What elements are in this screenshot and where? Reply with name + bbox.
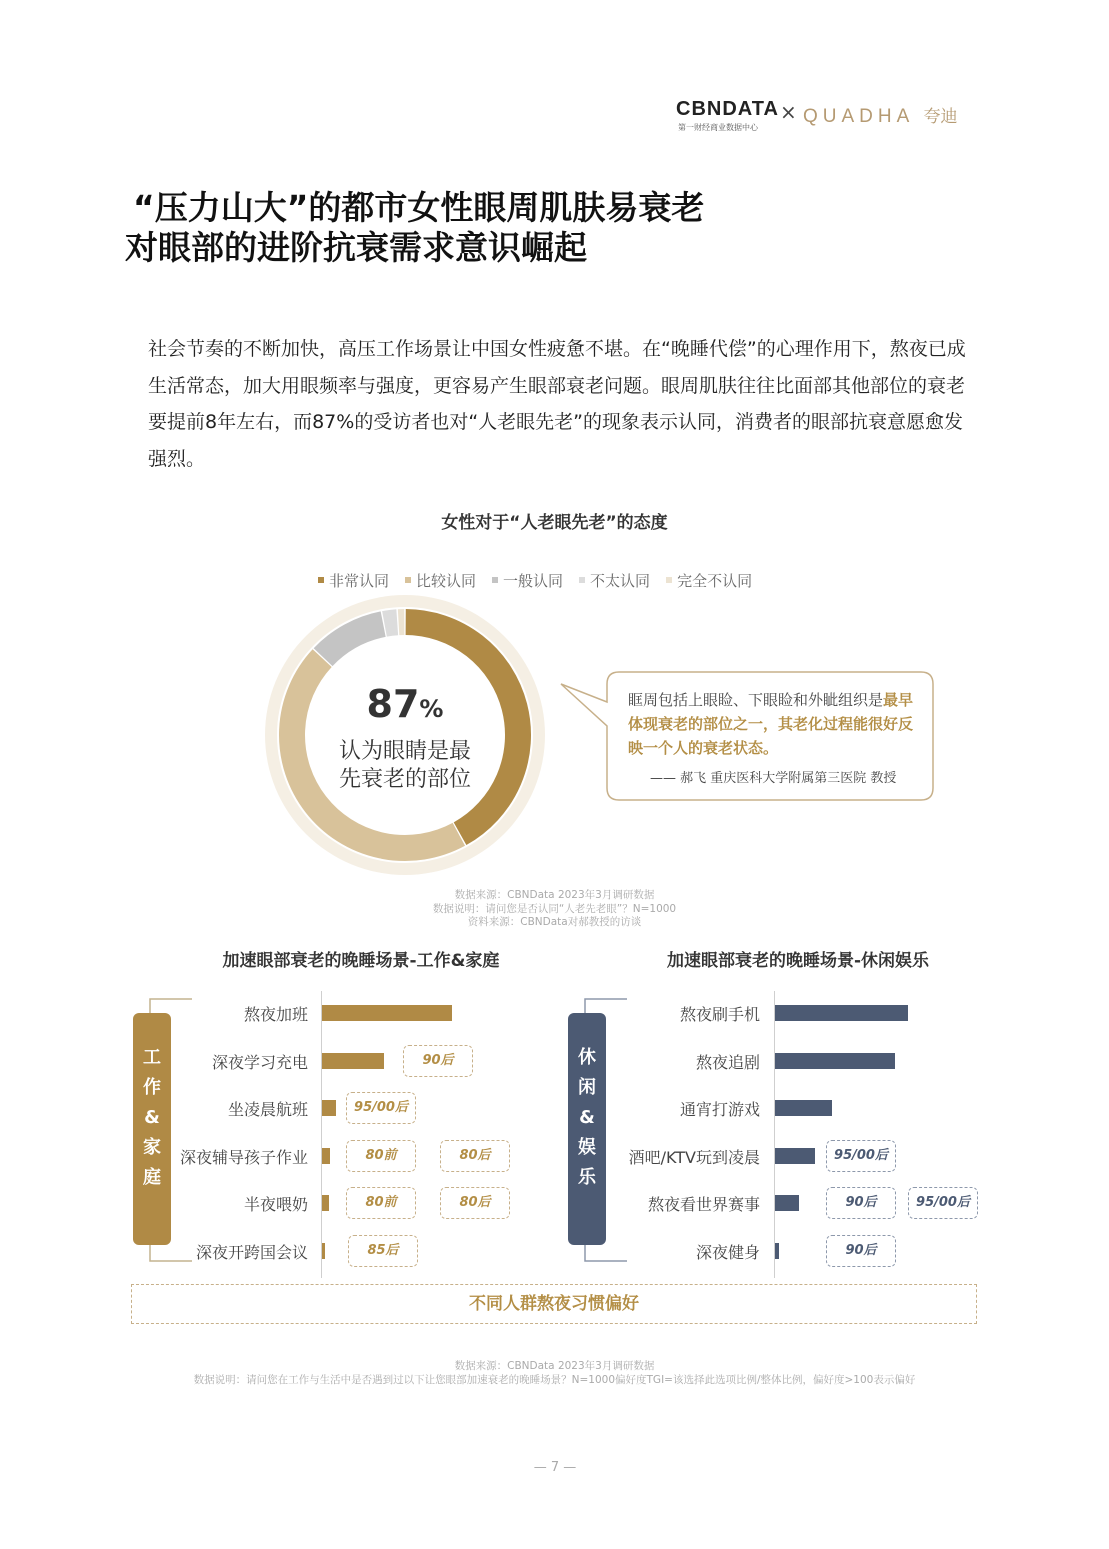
intro-paragraph: 社会节奏的不断加快，高压工作场景让中国女性疲惫不堪。在“晚睡代偿”的心理作用下，熬夜已成生活常态，加大用眼频率与强度，更容易产生眼部衰老问题。眼周肌肤往往比面部其他部位的衰老要提前8年左右，而87%的受访者也对“人老眼先老”的现象表示认同，消费者的眼部抗衰意愿愈发强烈。 xyxy=(148,338,966,470)
right-panel-title: 加速眼部衰老的晚睡场景-休闲娱乐 xyxy=(666,951,930,971)
side-label-char: & xyxy=(144,1107,160,1128)
legend-label: 一般认同 xyxy=(503,572,564,590)
bar-category-label: 半夜喂奶 xyxy=(243,1195,308,1214)
quote-text: 眶周包括上眼睑、下眼睑和外眦组织是最早体现衰老的部位之一，其老化过程能很好反映一个人的衰老状态。 xyxy=(628,691,914,757)
side-label-char: 休 xyxy=(578,1047,596,1068)
bar-category-label: 熬夜刷手机 xyxy=(679,1005,760,1024)
donut-source-line2: 数据说明：请问您是否认同“人老先老眼”？N=1000 xyxy=(432,902,677,915)
bar xyxy=(775,1005,908,1021)
bar xyxy=(322,1053,384,1069)
bar-category-label: 深夜开跨国会议 xyxy=(195,1242,308,1262)
generation-tag: 85后 xyxy=(348,1235,418,1267)
donut-center-label-line1: 认为眼睛是最 xyxy=(338,739,471,764)
bar xyxy=(775,1195,799,1211)
left-panel-title: 加速眼部衰老的晚睡场景-工作&家庭 xyxy=(222,951,500,971)
legend-item xyxy=(405,570,476,591)
bar-category-label: 深夜学习充电 xyxy=(211,1052,308,1072)
bar-category-label: 熬夜看世界赛事 xyxy=(647,1195,760,1214)
quadha-logo: QUADHA 夸迪 xyxy=(803,106,958,127)
bar-category-label: 酒吧/KTV玩到凌晨 xyxy=(628,1147,760,1167)
generation-tag: 90后 xyxy=(826,1187,896,1219)
generation-tag: 90后 xyxy=(403,1045,473,1077)
bar-category-label: 深夜健身 xyxy=(695,1242,760,1262)
bar-category-label: 坐凌晨航班 xyxy=(227,1100,308,1119)
donut-source-line1: 数据来源：CBNData 2023年3月调研数据 xyxy=(454,889,655,901)
quote-signature: —— 郝飞 重庆医科大学附属第三医院 教授 xyxy=(650,771,897,786)
donut-slice xyxy=(384,622,397,624)
side-label-char: 闲 xyxy=(578,1077,596,1098)
donut-center-label-line2: 先衰老的部位 xyxy=(338,767,471,792)
legend-item xyxy=(318,570,389,591)
donut-source xyxy=(0,889,1109,930)
legend-swatch xyxy=(492,577,498,583)
donut-chart xyxy=(265,595,545,875)
legend-label: 非常认同 xyxy=(329,572,390,590)
bottom-source-line1: 数据来源：CBNData 2023年3月调研数据 xyxy=(454,1360,655,1372)
cbndata-logo-subtitle: 第一财经商业数据中心 xyxy=(678,123,758,132)
legend-label: 比较认同 xyxy=(416,572,477,590)
logo-separator: × xyxy=(780,100,797,124)
donut-chart-title: 女性对于“人老眼先老”的态度 xyxy=(441,513,668,533)
generation-tag: 95/00后 xyxy=(826,1140,896,1172)
bar-category-label: 通宵打游戏 xyxy=(679,1100,760,1119)
donut-legend xyxy=(318,570,768,591)
generation-tag: 80后 xyxy=(440,1140,510,1172)
generation-tag: 90后 xyxy=(826,1235,896,1267)
generation-tag: 95/00后 xyxy=(346,1092,416,1124)
legend-item xyxy=(666,570,752,591)
bar-category-label: 深夜辅导孩子作业 xyxy=(179,1147,308,1167)
page-title xyxy=(125,188,704,268)
generation-tag: 80前 xyxy=(346,1187,416,1219)
side-label-char: 家 xyxy=(143,1137,161,1158)
legend-swatch xyxy=(579,577,585,583)
generation-tag: 95/00后 xyxy=(908,1187,978,1219)
legend-swatch xyxy=(666,577,672,583)
title-line-1: “压力山大”的都市女性眼周肌肤易衰老 xyxy=(133,188,705,227)
bar xyxy=(322,1005,452,1021)
bottom-source-line2: 数据说明：请问您在工作与生活中是否遇到过以下让您眼部加速衰老的晚睡场景？N=1000偏好度TGI=该选择此选项比例/整体比例，偏好度>100表示偏好 xyxy=(193,1373,916,1386)
bar xyxy=(775,1053,895,1069)
bar-axis-line xyxy=(774,991,775,1278)
bar xyxy=(775,1148,815,1164)
side-label-char: 庭 xyxy=(143,1167,161,1188)
side-label-char: 工 xyxy=(143,1047,161,1068)
donut-center-label xyxy=(290,738,520,794)
page-number: — 7 — xyxy=(533,1460,577,1475)
side-label-char: 娱 xyxy=(578,1137,596,1158)
right-panel-side-label xyxy=(569,1043,605,1193)
bar xyxy=(775,1243,779,1259)
legend-item xyxy=(579,570,650,591)
generation-tag: 80后 xyxy=(440,1187,510,1219)
donut-center-value: 87% xyxy=(366,682,444,726)
legend-label: 不太认同 xyxy=(590,572,651,590)
header-logos xyxy=(676,98,986,138)
bottom-source xyxy=(0,1360,1109,1387)
legend-label: 完全不认同 xyxy=(677,572,753,590)
bar xyxy=(775,1100,832,1116)
cbndata-logo: CBNDATA xyxy=(676,98,779,120)
left-panel-side-label xyxy=(134,1043,170,1193)
donut-source-line3: 资料来源：CBNData对郝教授的访谈 xyxy=(467,916,642,928)
side-label-char: 作 xyxy=(143,1077,161,1098)
bar-category-label: 熬夜追剧 xyxy=(695,1052,760,1072)
side-label-char: & xyxy=(579,1107,595,1128)
legend-swatch xyxy=(318,577,324,583)
legend-item xyxy=(492,570,563,591)
generation-tag: 80前 xyxy=(346,1140,416,1172)
side-label-char: 乐 xyxy=(578,1167,596,1188)
bar-category-label: 熬夜加班 xyxy=(243,1005,308,1024)
title-line-2: 对眼部的进阶抗衰需求意识崛起 xyxy=(125,228,587,267)
legend-swatch xyxy=(405,577,411,583)
habit-preference-banner: 不同人群熬夜习惯偏好 xyxy=(131,1284,977,1324)
